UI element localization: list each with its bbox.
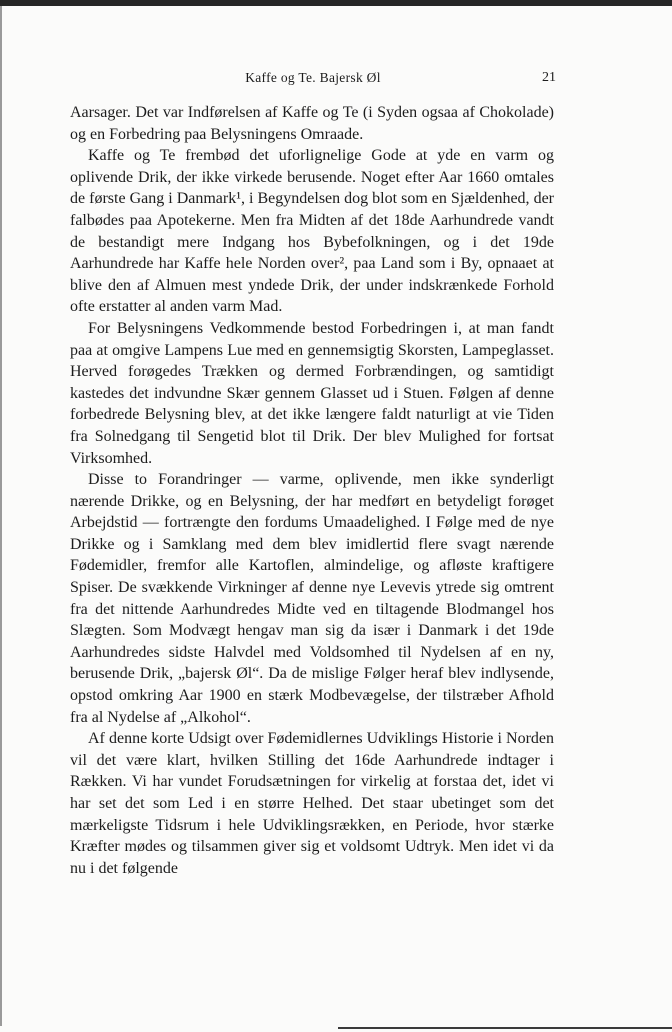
scan-edge-bottom [338,1027,672,1029]
scan-edge-left [0,6,2,1026]
running-title: Kaffe og Te. Bajersk Øl [245,70,381,85]
paragraph-4: Disse to Forandringer — varme, oplivende, men ikke synderligt nærende Drikke, og en Belysning, der har medført en betydeligt forøget Arbejdstid — fortrængte den fordums Umaadelighed. I Følge med de nye Drikke og i Samklang med dem blev imidlertid flere svagt nærende Fødemidler, fremfor alle Kartoflen, almindelige, og afløste kraftigere Spiser. De svækkende Virkninger af denne nye Levevis ytrede sig omtrent fra det nittende Aarhundredes Midte ved en tiltagende Blodmangel hos Slægten. Som Modvægt hengav man sig da især i Danmark i det 19de Aarhundredes sidste Halvdel med Voldsomhed til Nydelsen af en ny, berusende Drik, „bajersk Øl“. Da de mislige Følger heraf blev indlysende, opstod omkring Aar 1900 en stærk Modbevægelse, der tilstræber Afhold fra al Nydelse af „Alkohol“. [70,471,554,726]
paragraph-1: Aarsager. Det var Indførelsen af Kaffe og Te (i Syden ogsaa af Chokolade) og en Forbedring paa Belysningens Omraade. [70,104,554,143]
scan-edge-top [0,0,672,6]
page-number: 21 [542,70,556,85]
page-header [70,69,556,87]
paragraph-3: For Belysningens Vedkommende bestod Forbedringen i, at man fandt paa at omgive Lampens Lue med en gennemsigtig Skorsten, Lampeglasset. Herved forøgedes Trækken og dermed Forbrændingen, og samtidigt kastedes det indvundne Skær gennem Glasset ud i Stuen. Følgen af denne forbedrede Belysning blev, at det ikke længere faldt naturligt at vie Tiden fra Solnedgang til Sengetid blot til Drik. Der blev Mulighed for fortsat Virksomhed. [70,319,554,467]
paragraph-2: Kaffe og Te frembød det uforlignelige Gode at yde en varm og oplivende Drik, der ikke virkede berusende. Noget efter Aar 1660 omtales de første Gang i Danmark¹, i Begyndelsen dog blot som en Sjældenhed, der falbødes paa Apotekerne. Men fra Midten af det 18de Aarhundrede vandt de bestandigt mere Indgang hos Bybefolkningen, og i det 19de Aarhundrede har Kaffe hele Norden over², paa Land som i By, opnaaet at blive den af Almuen mest yndede Drik, der under indskrænkede Forhold ofte erstatter al anden varm Mad. [70,147,554,316]
body-text [70,102,554,879]
paragraph-5: Af denne korte Udsigt over Fødemidlernes Udviklings Historie i Norden vil det være klart, hvilken Stilling det 16de Aarhundrede indtager i Rækken. Vi har vundet Forudsætningen for virkelig at forstaa det, idet vi har set det som Led i en større Helhed. Det staar ubetinget som det mærkeligste Tidsrum i hele Udviklingsrækken, en Periode, hvor stærke Kræfter mødes og tilsammen giver sig et voldsomt Udtryk. Men idet vi da nu i det følgende [70,730,554,877]
